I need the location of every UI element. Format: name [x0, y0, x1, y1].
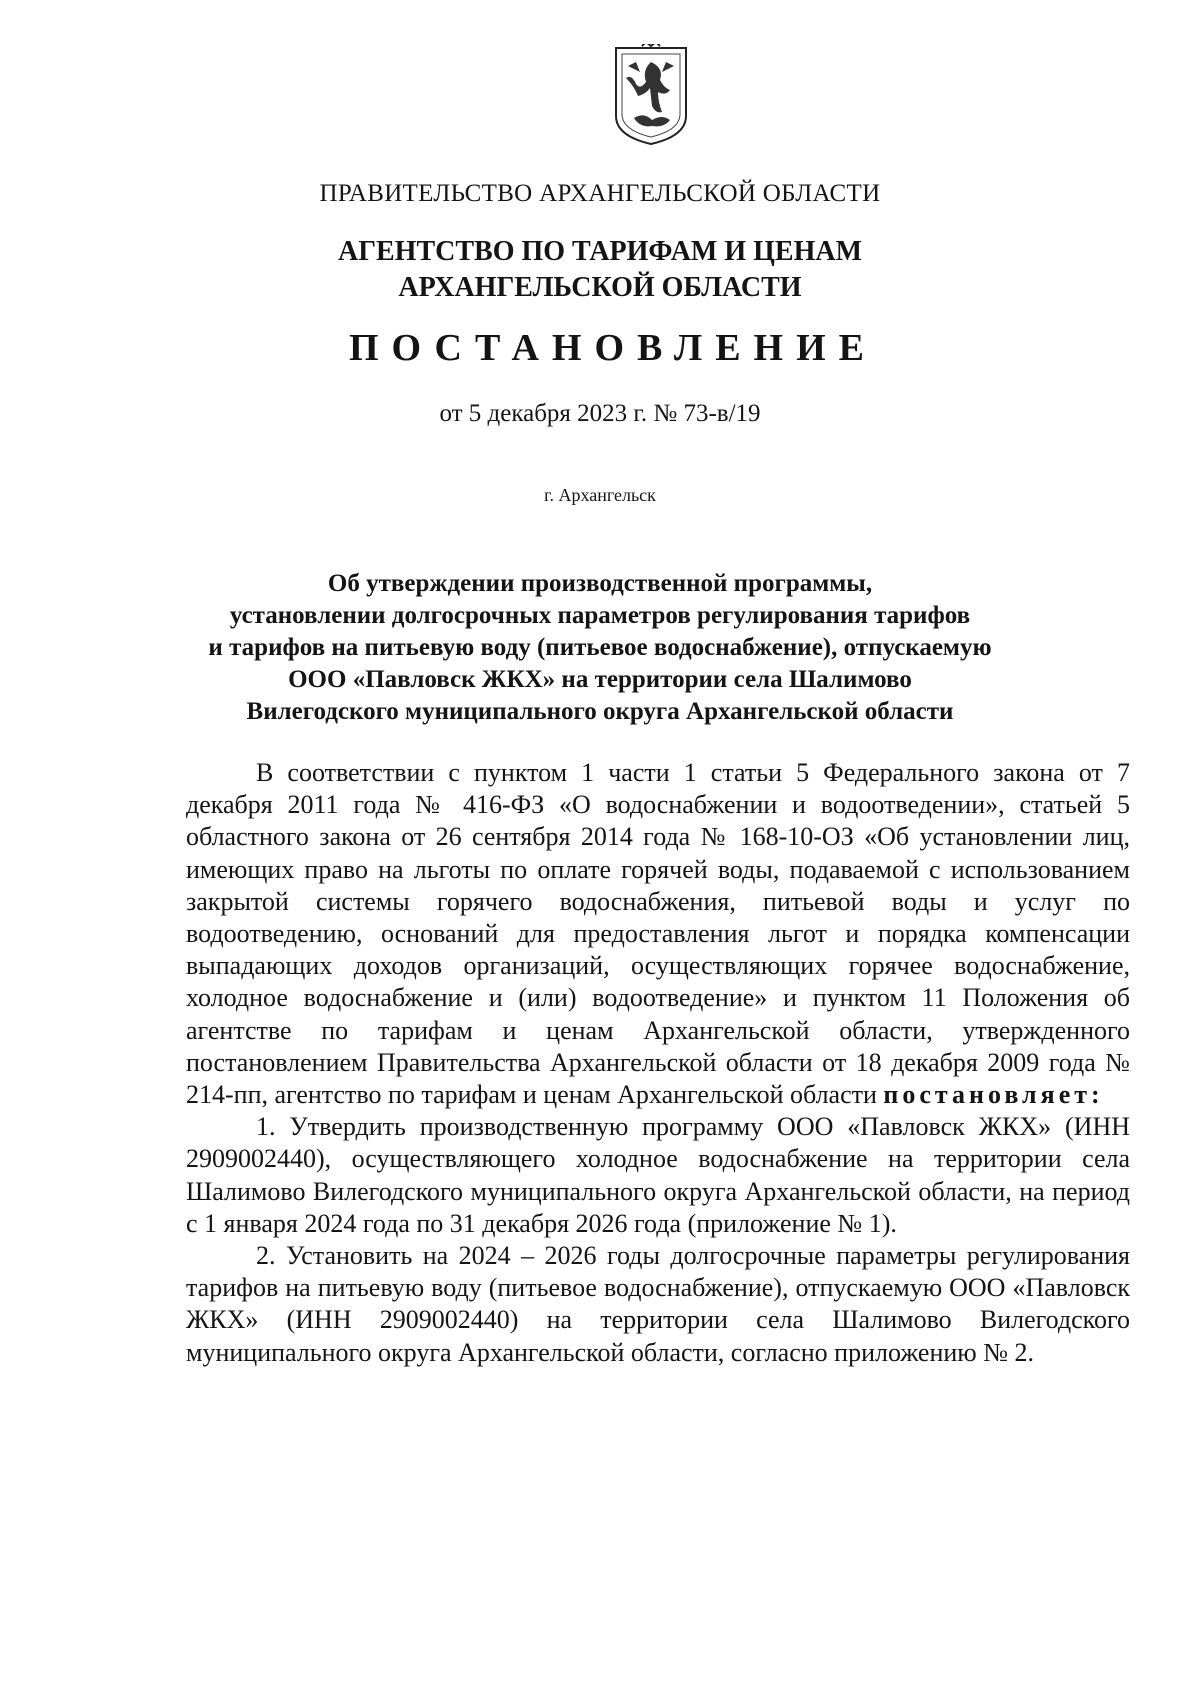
agency-name-line-2: АРХАНГЕЛЬСКОЙ ОБЛАСТИ	[398, 272, 802, 303]
resolves-word: постановляет:	[883, 1080, 1104, 1110]
item-2-paragraph: 2. Установить на 2024 – 2026 годы долгосрочные параметры регулирования тарифов на питьевую воду (питьевое водоснабжение), отпускаемую ООО «Павловск ЖКХ» (ИНН 2909002440) на территории села Шалимово Вилегодского муниципального округа Архангельской области, согласно приложению № 2.	[186, 1241, 1130, 1367]
title-line: ООО «Павловск ЖКХ» на территории села Шалимово	[288, 666, 912, 693]
preamble-text: В соответствии с пунктом 1 части 1 статьи 5 Федерального закона от 7 декабря 2011 года № 416-ФЗ «О водоснабжении и водоотведении», статьей 5 областного закона от 26 сентября 2014 года № 168-10-ОЗ «Об установлении лиц, имеющих право на льготы по оплате горячей воды, подаваемой с использованием закрытой системы горячего водоснабжения, питьевой воды и услуг по водоотведению, оснований для предоставления льгот и порядка компенсации выпадающих доходов организаций, осуществляющих горячее водоснабжение, холодное водоснабжение и (или) водоотведение» и пунктом 11 Положения об агентстве по тарифам и ценам Архангельской области, утвержденного постановлением Правительства Архангельской области от 18 декабря 2009 года № 214-пп, агентство по тарифам и ценам Архангельской области	[186, 758, 1130, 1110]
coat-of-arms-icon	[612, 44, 690, 148]
title-line: Вилегодского муниципального округа Архангельской области	[246, 698, 954, 725]
item-1-paragraph: 1. Утвердить производственную программу ООО «Павловск ЖКХ» (ИНН 2909002440), осуществляющего холодное водоснабжение на территории села Шалимово Вилегодского муниципального округа Архангельской области, на период с 1 января 2024 года по 31 декабря 2026 года (приложение № 1).	[186, 1112, 1130, 1238]
title-line: установлении долгосрочных параметров регулирования тарифов	[229, 602, 971, 629]
government-name: ПРАВИТЕЛЬСТВО АРХАНГЕЛЬСКОЙ ОБЛАСТИ	[319, 180, 881, 207]
preamble-paragraph	[186, 757, 1130, 1111]
document-body	[186, 757, 1130, 1369]
document-date-number: от 5 декабря 2023 г. № 73-в/19	[439, 400, 761, 427]
title-line: и тарифов на питьевую воду (питьевое водоснабжение), отпускаемую	[208, 634, 992, 661]
document-type: ПОСТАНОВЛЕНИЕ	[348, 327, 878, 369]
document-city: г. Архангельск	[544, 485, 656, 505]
title-line: Об утверждении производственной программы,	[327, 570, 873, 597]
agency-name	[0, 234, 1200, 306]
agency-name-line-1: АГЕНТСТВО ПО ТАРИФАМ И ЦЕНАМ	[337, 236, 863, 267]
document-title	[0, 568, 1200, 728]
